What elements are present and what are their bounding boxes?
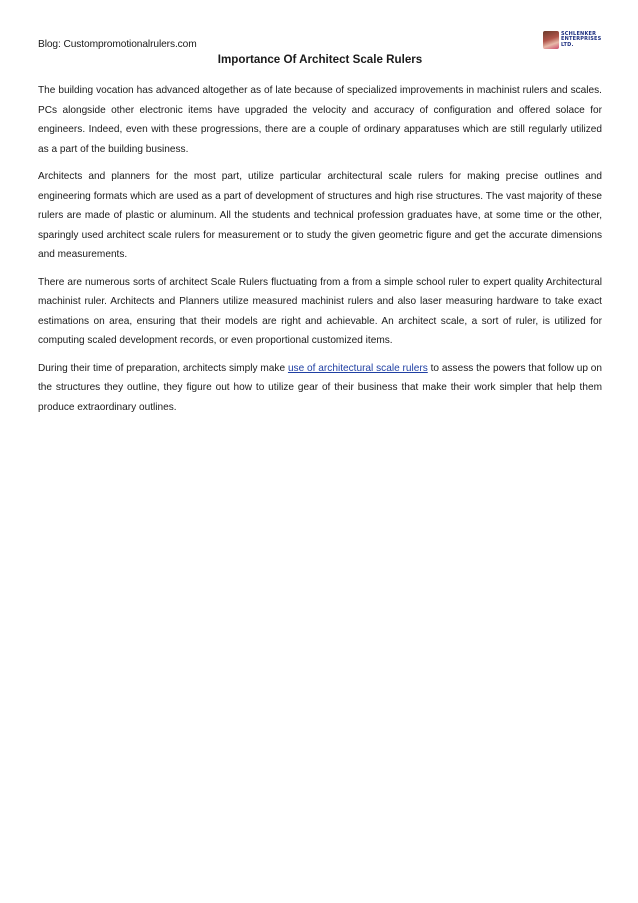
logo-portrait-icon [543, 31, 559, 49]
architectural-scale-rulers-link[interactable]: use of architectural scale rulers [287, 362, 428, 374]
paragraph-4 [38, 359, 602, 418]
article-title: Importance Of Architect Scale Rulers [217, 53, 423, 66]
paragraph-3: There are numerous sorts of architect Scale Rulers fluctuating from a from a simple school ruler to expert quality Architectural machinist ruler. Architects and Planners utilize measured machinist rulers and also laser measuring hardware to take exact estimations on area, ensuring that their models are right and achievable. An architect scale, a sort of ruler, is utilized for computing scaled development records, or even proportional customized items. [38, 276, 602, 346]
blog-source-label: Blog: Custompromotionalrulers.com [38, 39, 197, 50]
article-body [38, 81, 602, 425]
paragraph-4-text-start: During their time of preparation, architects simply make [38, 362, 288, 374]
logo-wordmark: SCHLENKER ENTERPRISES LTD. [561, 30, 602, 48]
paragraph-1: The building vocation has advanced altogether as of late because of specialized improvements in machinist rulers and scales. PCs alongside other electronic items have upgraded the velocity and accuracy of configuration and offered solace for engineers. Indeed, even with these progressions, there are a couple of ordinary apparatuses which are still regularly utilized as a part of the building business. [38, 85, 602, 155]
company-logo [543, 30, 605, 50]
paragraph-4-text-end: to assess the powers that follow up on the structures they outline, they figure out how to utilize gear of their business that make their work simpler that help them produce extraordinary outlines. [38, 362, 603, 413]
paragraph-2: Architects and planners for the most part, utilize particular architectural scale rulers for making precise outlines and engineering formats which are used as a part of development of structures and high rise structures. The vast majority of these rulers are made of plastic or aluminum. All the students and technical profession graduates have, at some time or the other, sparingly used architect scale rulers for measurement or to study the given geometric figure and get the accurate dimensions and measurements. [38, 171, 602, 260]
